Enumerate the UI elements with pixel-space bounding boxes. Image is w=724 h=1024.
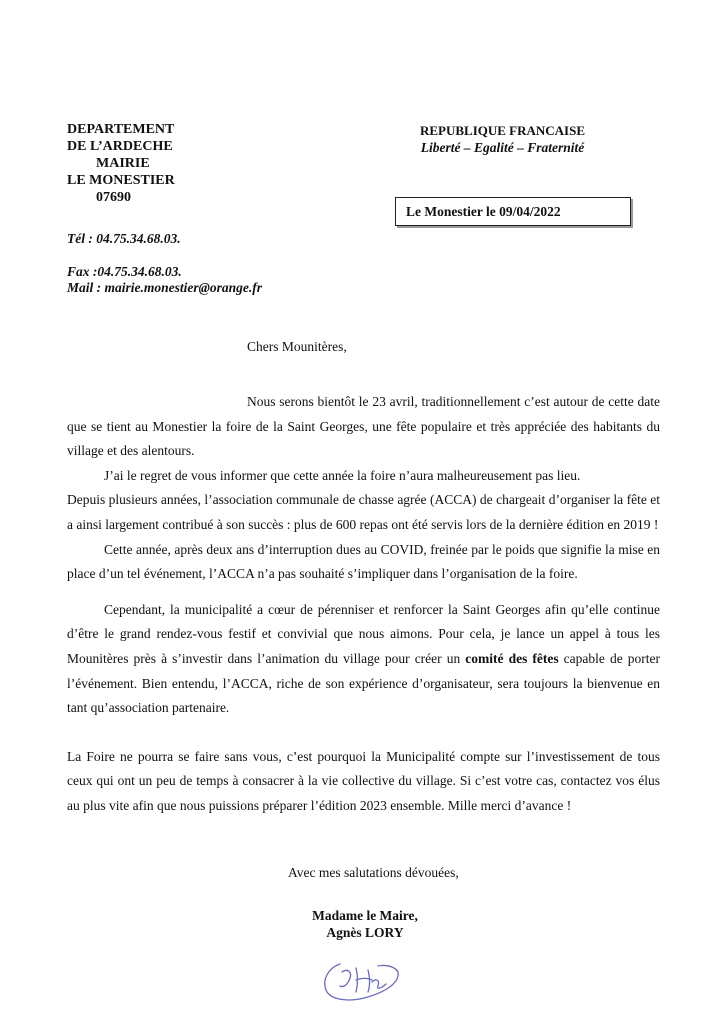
paragraph-6: La Foire ne pourra se faire sans vous, c’est pourquoi la Municipalité compte sur l’investissement de tous ceux qui ont un peu de temps à consacrer à la vie collective du village. Si c’est votre cas, contactez vos élus au plus vite afin que nous puissions préparer l’édition 2023 ensemble. Mille merci d’avance ! [67, 748, 660, 813]
contact-fax: Fax :04.75.34.68.03. [67, 264, 182, 279]
greeting: Chers Mounitères, [247, 339, 347, 354]
paragraph-5 [67, 598, 660, 721]
comite-des-fetes: comité des fêtes [465, 650, 559, 666]
paragraph-4: Cette année, après deux ans d’interruption dues au COVID, freinée par le poids que signifie la mise en place d’un tel événement, l’ACCA n’a pas souhaité s’impliquer dans l’organisation de la foire. [67, 541, 660, 582]
contact-email: Mail : mairie.monestier@orange.fr [67, 280, 262, 295]
sender-town: LE MONESTIER [67, 173, 175, 188]
sender-region: DE L’ARDECHE [67, 139, 173, 154]
paragraph-3: Depuis plusieurs années, l’association communale de chasse agrée (ACCA) de chargeait d’organiser la fête et a ainsi largement contribué à son succès : plus de 600 repas ont été servis lors de la dernière édition en 2019 ! [67, 492, 660, 532]
paragraph-5-end: capable de porter l’événement. Bien entendu, l’ACCA, riche de son expérience d’organisateur, sera toujours la bienvenue en tant qu’association partenaire. [67, 650, 660, 716]
contact-phone: Tél : 04.75.34.68.03. [67, 231, 181, 246]
handwritten-signature [318, 958, 404, 1004]
republic-title: REPUBLIQUE FRANCAISE [419, 123, 586, 138]
signatory-name: Agnès LORY [326, 925, 404, 940]
sender-department: DEPARTEMENT [67, 122, 175, 137]
sender-mairie: MAIRIE [96, 156, 150, 171]
paragraph-1: Nous serons bientôt le 23 avril, traditionnellement c’est autour de cette date que se tient au Monestier la foire de la Saint Georges, une fête populaire et très appréciée des habitants du village et des alentours. [67, 394, 660, 459]
letter-body [67, 390, 660, 819]
paragraph-5-start: Cependant, la municipalité a cœur de pérenniser et renforcer la Saint Georges afin qu’elle continue d’être le grand rendez-vous festif et convivial que nous aimons. Pour cela, je lance un appel à tous les Mounitères près à s’investir dans l’animation du village pour créer un [67, 601, 660, 666]
closing-salutation: Avec mes salutations dévouées, [288, 865, 459, 880]
sender-postcode: 07690 [96, 190, 131, 205]
signatory-block [300, 907, 430, 941]
republic-header [400, 122, 605, 156]
date-box: Le Monestier le 09/04/2022 [395, 197, 631, 226]
republic-motto: Liberté – Egalité – Fraternité [420, 140, 585, 155]
paragraph-2: J’ai le regret de vous informer que cette année la foire n’aura malheureusement pas lieu. [104, 467, 581, 483]
signatory-role: Madame le Maire, [312, 908, 418, 923]
sender-block [67, 121, 307, 206]
